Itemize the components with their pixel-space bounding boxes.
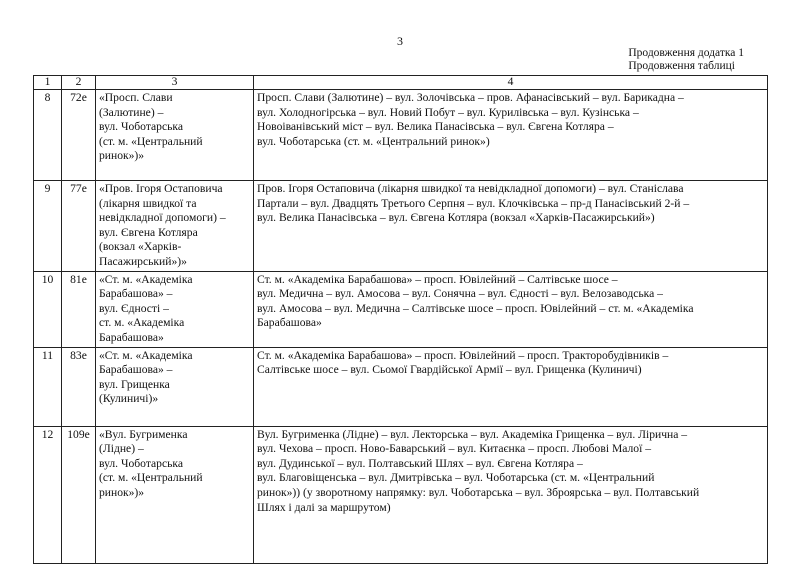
route-name-line: вул. Чоботарська (99, 456, 184, 470)
route-name-line: Барабашова» – (99, 287, 173, 301)
route-name-line: «Ст. м. «Академіка (99, 348, 193, 362)
route-path-line: вул. Холодногірська – вул. Новий Побут – вул. Курилівська – вул. Кузінська – (257, 105, 639, 119)
continuation-appendix: Продовження додатка 1 (628, 47, 744, 59)
continuation-table: Продовження таблиці (628, 60, 735, 72)
route-name-line: «Вул. Бугрименка (99, 427, 188, 441)
route-name-line: вул. Чоботарська (99, 120, 184, 134)
route-name (96, 181, 254, 272)
route-number: 83е (62, 347, 96, 426)
route-name-line: (вокзал «Харків- (99, 240, 182, 254)
page-number: 3 (397, 34, 403, 48)
table-header-row (34, 76, 768, 90)
row-number: 9 (34, 181, 62, 272)
route-name-line: (Кулиничі)» (99, 392, 159, 406)
table-row (34, 90, 768, 181)
route-name-line: вул. Єдності – (99, 301, 169, 315)
route-name (96, 271, 254, 347)
route-path-line: Салтівське шосе – вул. Сьомої Гвардійської Армії – вул. Грищенка (Кулиничі) (257, 363, 642, 377)
route-name-line: вул. Євгена Котляра (99, 225, 198, 239)
row-number: 11 (34, 347, 62, 426)
row-number: 8 (34, 90, 62, 181)
table-row (34, 181, 768, 272)
route-number: 72е (62, 90, 96, 181)
route-path-line: Новоіванівський міст – вул. Велика Панасівська – вул. Євгена Котляра – (257, 120, 614, 134)
route-name-line: (Залютине) – (99, 105, 164, 119)
route-path (254, 347, 768, 426)
routes-table (33, 75, 768, 564)
route-name-line: вул. Грищенка (99, 377, 170, 391)
route-path-line: вул. Дудинської – вул. Полтавський Шлях – вул. Євгена Котляра – (257, 456, 583, 470)
route-path-line: Барабашова» (257, 316, 322, 330)
route-path-line: вул. Чоботарська (ст. м. «Центральний ринок») (257, 134, 490, 148)
route-path-line: Ст. м. «Академіка Барабашова» – просп. Ювілейний – просп. Тракторобудівників – (257, 348, 669, 362)
route-path (254, 90, 768, 181)
continuation-note (628, 47, 744, 73)
route-name-line: ринок»)» (99, 485, 145, 499)
route-name-line: Барабашова» – (99, 363, 173, 377)
route-number: 77е (62, 181, 96, 272)
route-path-line: Просп. Слави (Залютине) – вул. Золочівська – пров. Афанасівський – вул. Барикадна – (257, 91, 684, 104)
route-path-line: Партали – вул. Двадцять Третього Серпня – вул. Клочківська – пр-д Панасівський 2-й – (257, 196, 690, 210)
route-path-line: вул. Амосова – вул. Медична – Салтівське шосе – просп. Ювілейний – ст. м. «Академіка (257, 301, 694, 315)
route-name-line: «Пров. Ігоря Остаповича (99, 182, 223, 195)
route-name (96, 347, 254, 426)
route-name-line: ринок»)» (99, 149, 145, 163)
route-path-line: Ст. м. «Академіка Барабашова» – просп. Ювілейний – Салтівське шосе – (257, 272, 618, 286)
route-path-line: вул. Чехова – просп. Ново-Баварський – вул. Китаєнка – просп. Любові Малої – (257, 442, 651, 456)
table-row (34, 271, 768, 347)
row-number: 10 (34, 271, 62, 347)
route-path-line: вул. Благовіщенська – вул. Дмитрівська – вул. Чоботарська (ст. м. «Центральний (257, 471, 655, 485)
header-cell-4: 4 (254, 76, 768, 90)
table-row (34, 347, 768, 426)
route-path-line: Шлях і далі за маршрутом) (257, 500, 391, 514)
route-name-line: (ст. м. «Центральний (99, 134, 203, 148)
table-row (34, 426, 768, 563)
header-cell-3: 3 (96, 76, 254, 90)
route-name-line: (лікарня швидкої та (99, 196, 197, 210)
route-name-line: невідкладної допомоги) – (99, 211, 226, 225)
route-name-line: (ст. м. «Центральний (99, 471, 203, 485)
route-name-line: «Ст. м. «Академіка (99, 272, 193, 286)
route-path-line: вул. Медична – вул. Амосова – вул. Сонячна – вул. Єдності – вул. Велозаводська – (257, 287, 663, 301)
route-number: 109е (62, 426, 96, 563)
route-name-line: ст. м. «Академіка (99, 316, 185, 330)
route-path-line: Вул. Бугрименка (Лідне) – вул. Лекторська – вул. Академіка Грищенка – вул. Лірична – (257, 427, 688, 441)
route-name-line: Барабашова» (99, 330, 164, 344)
route-name-line: «Просп. Слави (99, 91, 173, 104)
route-path (254, 426, 768, 563)
route-name-line: (Лідне) – (99, 442, 144, 456)
route-path (254, 271, 768, 347)
row-number: 12 (34, 426, 62, 563)
header-cell-2: 2 (62, 76, 96, 90)
route-number: 81е (62, 271, 96, 347)
route-path-line: ринок»)) (у зворотному напрямку: вул. Чоботарська – вул. Зброярська – вул. Полтавський (257, 485, 700, 499)
route-name-line: Пасажирський»)» (99, 254, 187, 268)
route-path (254, 181, 768, 272)
header-cell-1: 1 (34, 76, 62, 90)
route-path-line: Пров. Ігоря Остаповича (лікарня швидкої та невідкладної допомоги) – вул. Станіслава (257, 182, 684, 195)
route-path-line: вул. Велика Панасівська – вул. Євгена Котляра (вокзал «Харків-Пасажирський») (257, 211, 655, 225)
route-name (96, 90, 254, 181)
route-name (96, 426, 254, 563)
